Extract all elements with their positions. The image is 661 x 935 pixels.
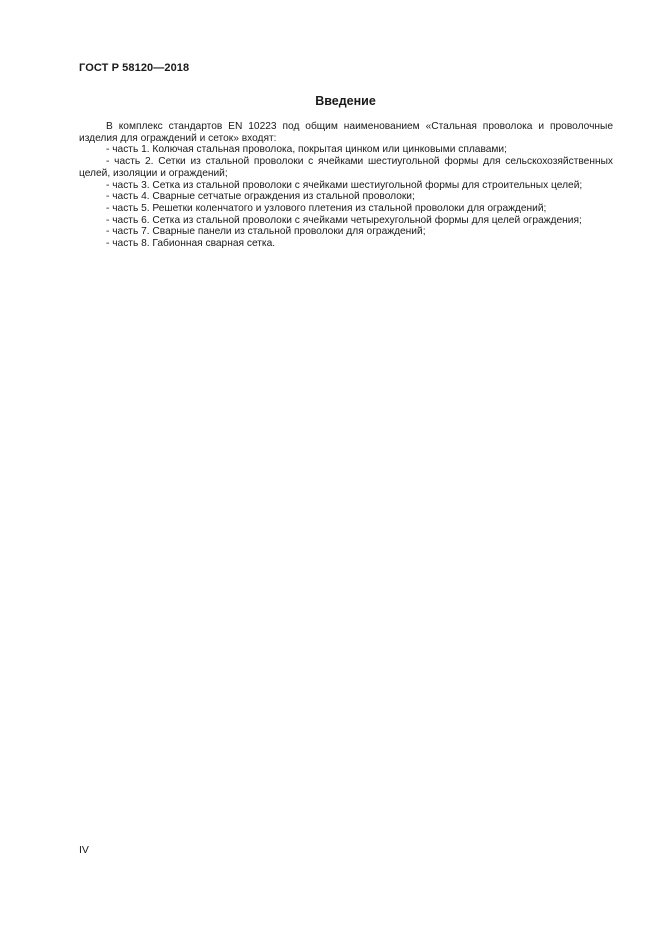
list-item: - часть 3. Сетка из стальной проволоки с ячейками шестиугольной формы для строительных целей; [106,179,583,191]
list-item: - часть 4. Сварные сетчатые ограждения из стальной проволоки; [106,191,415,203]
list-item: - часть 7. Сварные панели из стальной проволоки для ограждений; [106,226,426,238]
intro-paragraph: В комплекс стандартов EN 10223 под общим наименованием «Стальная проволока и проволочные изделия для ограждений и сеток» входят: [79,121,613,144]
list-item: - часть 5. Решетки коленчатого и узлового плетения из стальной проволоки для ограждений; [106,202,547,214]
list-item: - часть 2. Сетки из стальной проволоки с ячейками шестиугольной формы для сельскохозяйственных целей, изоляции и ограждений; [79,156,613,179]
list-item: - часть 8. Габионная сварная сетка. [106,238,276,250]
list-item: - часть 1. Колючая стальная проволока, покрытая цинком или цинковыми сплавами; [106,144,507,156]
document-code: ГОСТ Р 58120—2018 [79,62,190,74]
page-title: Введение [315,94,376,108]
page-number: IV [79,844,89,856]
list-item: - часть 6. Сетка из стальной проволоки с ячейками четырехугольной формы для целей ограждения; [106,214,582,226]
document-body [79,121,613,250]
